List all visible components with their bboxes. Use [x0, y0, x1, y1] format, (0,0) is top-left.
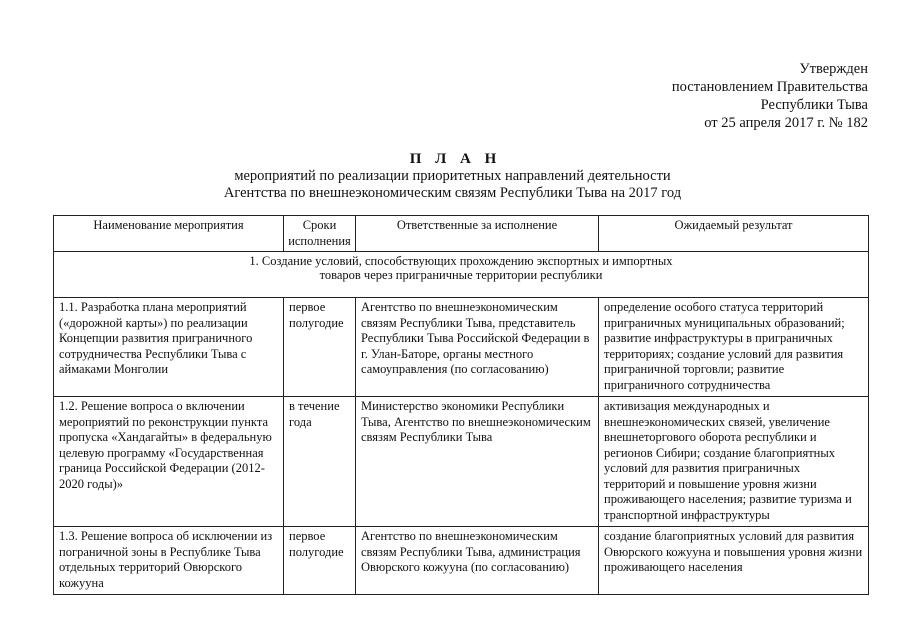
- cell-result: создание благоприятных условий для развития Овюрского кожууна и повышения уровня жизни проживающего населения: [599, 527, 869, 595]
- approval-line: от 25 апреля 2017 г. № 182: [704, 115, 868, 131]
- cell-result: активизация международных и внешнеэкономических связей, увеличение внешнеторгового оборота республики и регионов Сибири; создание благоприятных условий для развития приграничных территорий и повышение уровня жизни проживающего населения; развитие туризма и транспортной инфраструктуры: [599, 397, 869, 527]
- cell-name: 1.2. Решение вопроса о включении мероприятий по реконструкции пункта пропуска «Хандагайты» в федеральную целевую программу «Государственная граница Российской Федерации (2012-2020 годы)»: [54, 397, 284, 527]
- cell-responsible: Министерство экономики Республики Тыва, Агентство по внешнеэкономическим связям Республики Тыва: [356, 397, 599, 527]
- cell-responsible: Агентство по внешнеэкономическим связям Республики Тыва, представитель Республики Тыва Российской Федерации в г. Улан-Баторе, органы местного самоуправления (по согласованию): [356, 298, 599, 397]
- approval-line: Утвержден: [799, 61, 868, 77]
- column-header-name: Наименование мероприятия: [54, 216, 284, 252]
- plan-table: [53, 215, 869, 595]
- section-title-line: 1. Создание условий, способствующих прохождению экспортных и импортных: [249, 254, 673, 268]
- approval-stamp: [672, 60, 868, 132]
- cell-result: определение особого статуса территорий приграничных муниципальных образований; развитие инфраструктуры в приграничных территориях; создание условий для развития приграничной торговли; развитие приграничного сотрудничества: [599, 298, 869, 397]
- column-header-term: Сроки исполнения: [284, 216, 356, 252]
- section-title-line: товаров через приграничные территории республики: [319, 268, 603, 282]
- table-header-row: [54, 216, 869, 252]
- table-row: [54, 527, 869, 595]
- document-subtitle-line: мероприятий по реализации приоритетных направлений деятельности: [234, 168, 671, 184]
- section-title: [54, 252, 869, 298]
- document-subtitle-line: Агентства по внешнеэкономическим связям Республики Тыва на 2017 год: [223, 185, 682, 201]
- table-row: [54, 298, 869, 397]
- cell-name: 1.1. Разработка плана мероприятий («дорожной карты») по реализации Концепции развития приграничного сотрудничества Республики Тыва с аймаками Монголии: [54, 298, 284, 397]
- cell-name: 1.3. Решение вопроса об исключении из пограничной зоны в Республике Тыва отдельных территорий Овюрского кожууна: [54, 527, 284, 595]
- column-header-result: Ожидаемый результат: [599, 216, 869, 252]
- approval-line: постановлением Правительства: [671, 79, 868, 95]
- cell-responsible: Агентство по внешнеэкономическим связям Республики Тыва, администрация Овюрского кожууна (по согласованию): [356, 527, 599, 595]
- document-title: П Л А Н: [409, 151, 502, 167]
- document-heading: [0, 150, 905, 202]
- cell-term: первое полугодие: [284, 527, 356, 595]
- section-row: [54, 252, 869, 298]
- cell-term: первое полугодие: [284, 298, 356, 397]
- cell-term: в течение года: [284, 397, 356, 527]
- column-header-responsible: Ответственные за исполнение: [356, 216, 599, 252]
- approval-line: Республики Тыва: [760, 97, 868, 113]
- table-row: [54, 397, 869, 527]
